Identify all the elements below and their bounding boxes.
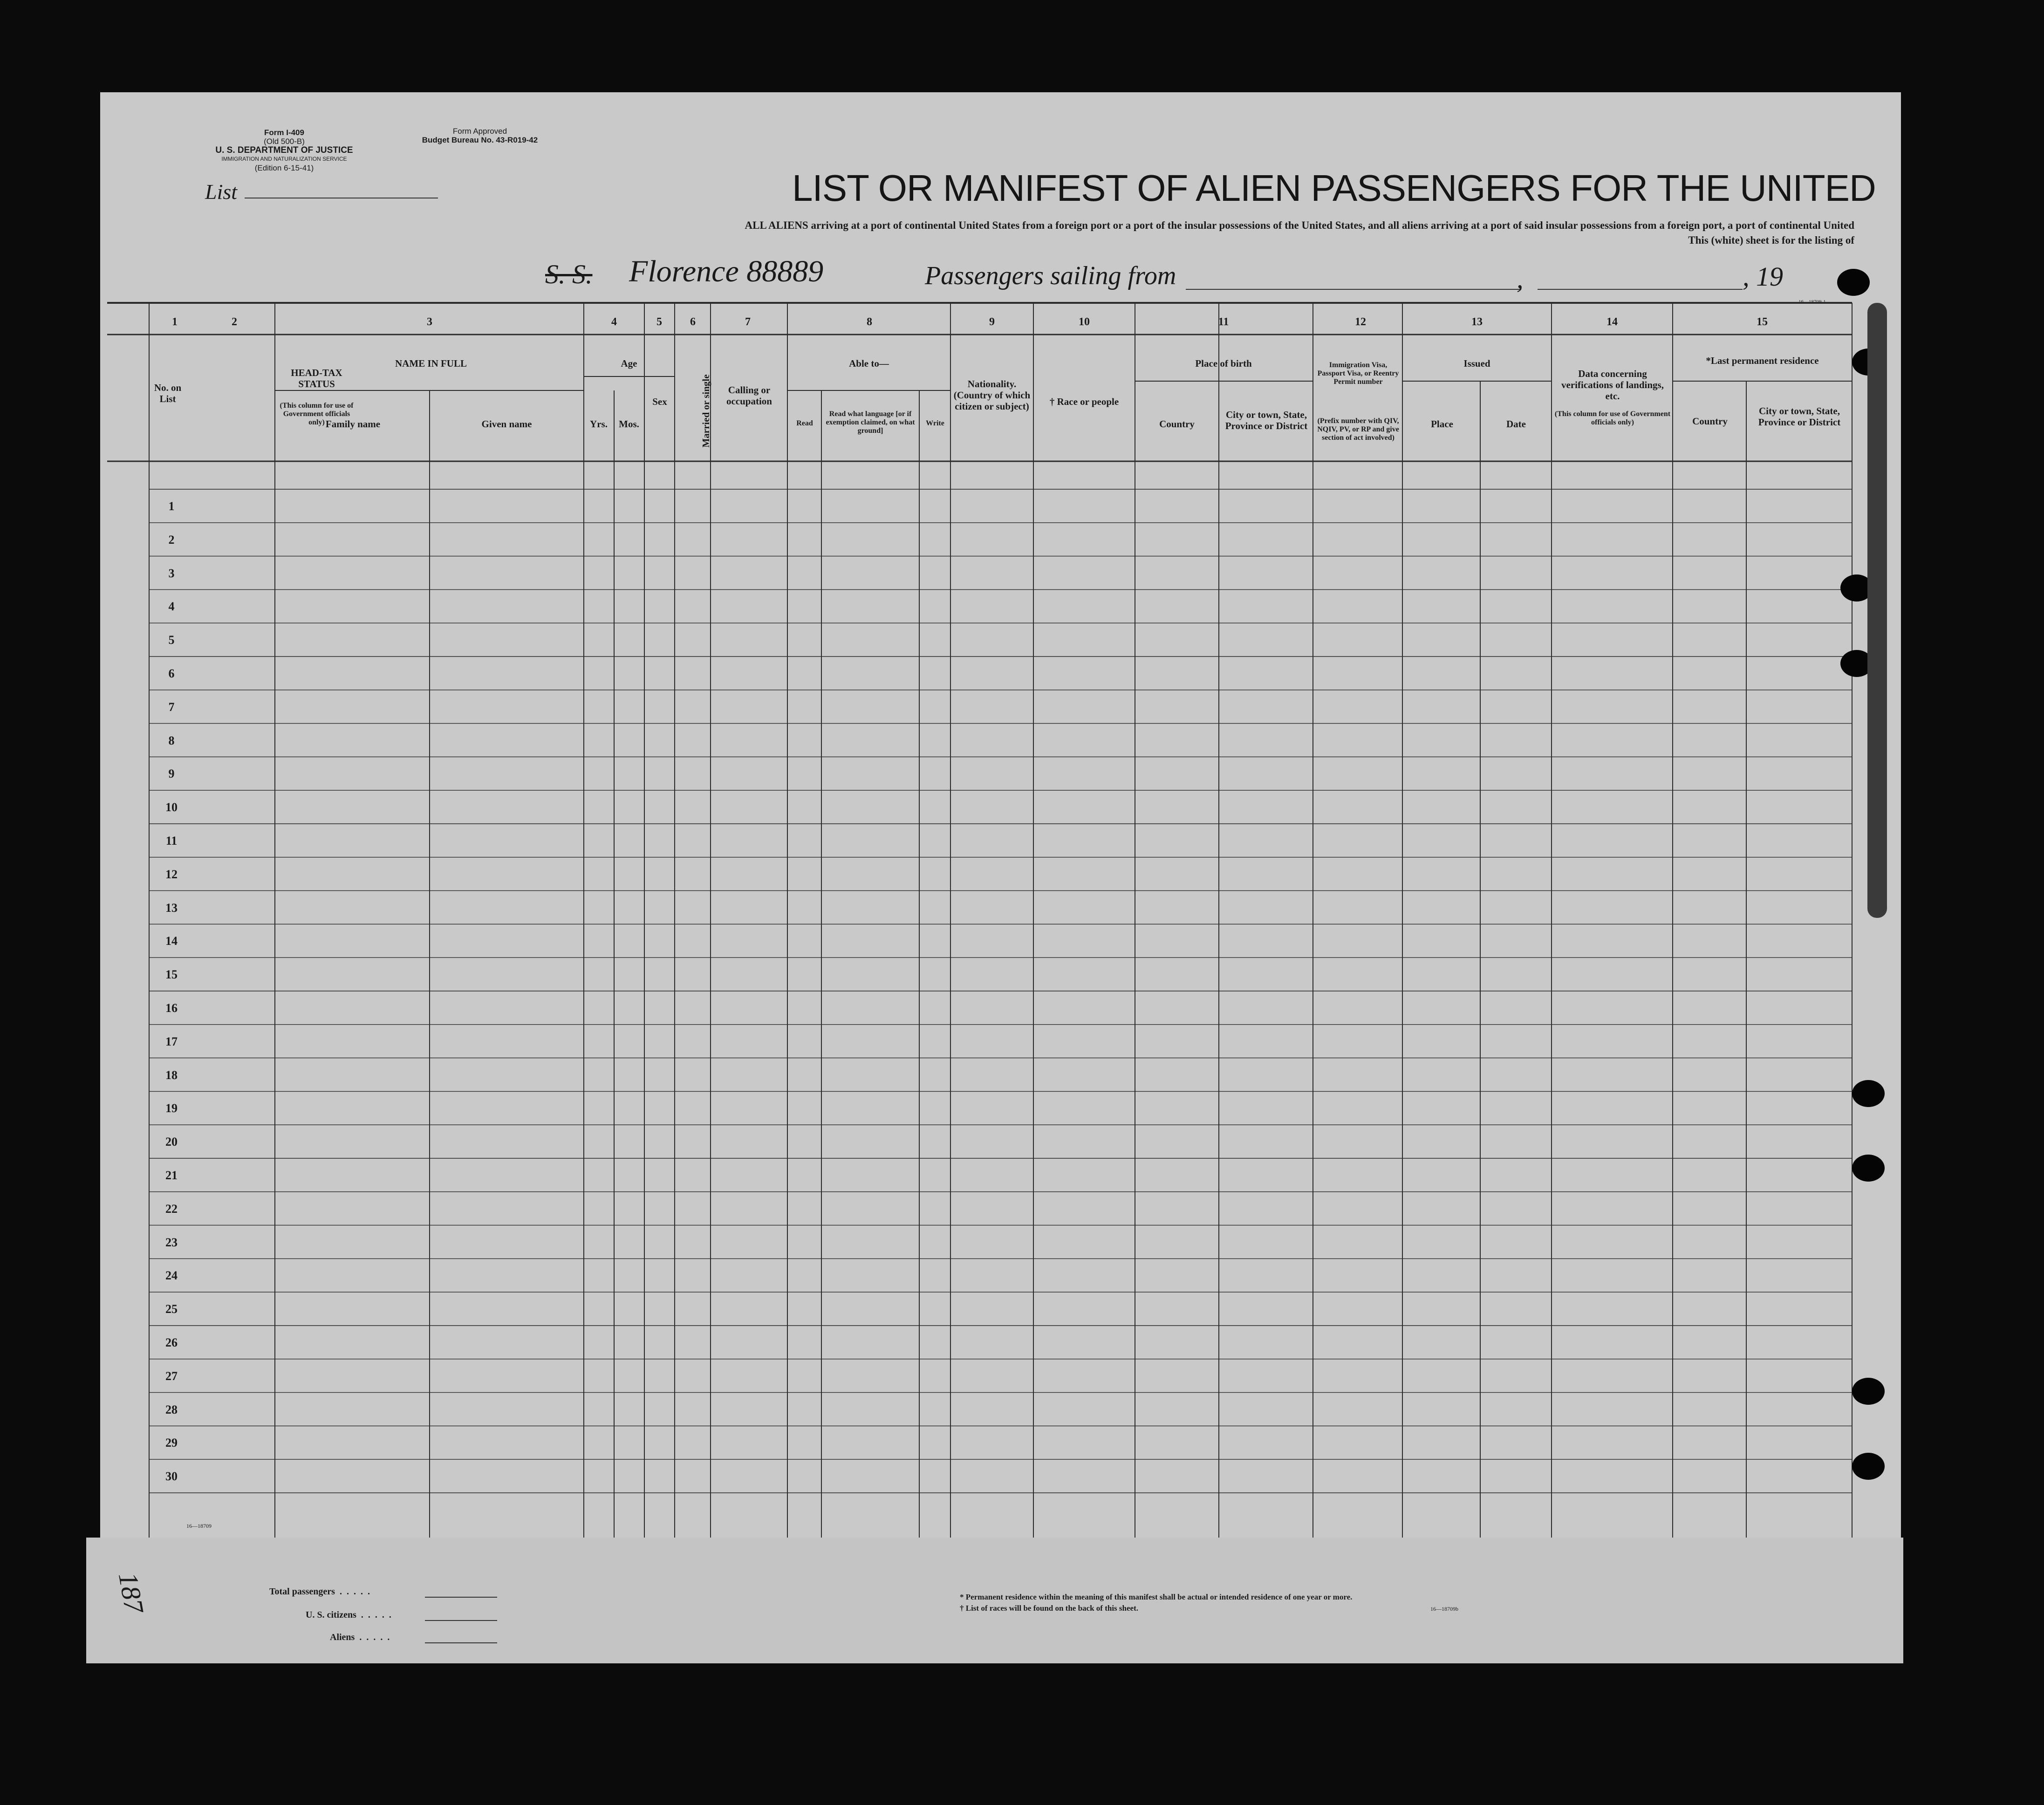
column-header: Date	[1506, 418, 1526, 430]
row-number: 22	[165, 1202, 178, 1216]
row-number: 24	[165, 1269, 178, 1283]
column-header: Country	[1692, 416, 1728, 427]
row-number: 23	[165, 1235, 178, 1249]
column-header: Given name	[481, 418, 532, 430]
row-number: 20	[165, 1135, 178, 1149]
top-right-code: 16—18709-1	[1798, 299, 1826, 305]
column-header: Married or single	[700, 374, 711, 448]
column-header: Sex	[652, 396, 667, 407]
row-number: 11	[165, 834, 178, 848]
column-number: 14	[1606, 316, 1618, 328]
column-header: Place	[1431, 418, 1453, 430]
row-number: 13	[165, 901, 178, 915]
column-header: Immigration Visa, Passport Visa, or Reentry Permit number	[1317, 361, 1399, 386]
binder-hole	[1852, 1080, 1885, 1107]
column-number: 7	[745, 316, 751, 328]
page-title: LIST OR MANIFEST OF ALIEN PASSENGERS FOR THE UNITED	[792, 167, 1876, 209]
year-prefix: , 19	[1743, 261, 1783, 292]
column-header: Read	[796, 419, 813, 427]
aliens-label: Aliens . . . . .	[330, 1632, 390, 1642]
bottom-table-code: 16—18709	[186, 1523, 212, 1529]
row-number: 1	[168, 499, 175, 513]
column-header: (This column for use of Government officials only)	[1554, 410, 1671, 426]
row-number: 30	[165, 1470, 178, 1484]
column-number: 8	[867, 316, 872, 328]
row-number: 2	[168, 533, 175, 547]
column-header: Able to—	[849, 358, 889, 369]
row-number: 3	[168, 566, 175, 580]
column-header: Write	[926, 419, 944, 427]
binder-hole	[1852, 1155, 1885, 1182]
page-number-handwritten: 187	[112, 1570, 150, 1615]
column-header: Place of birth	[1195, 358, 1252, 369]
row-number: 18	[165, 1068, 178, 1082]
column-header: Data concerning verifications of landings, etc.	[1561, 368, 1664, 402]
column-header: *Last permanent residence	[1706, 355, 1819, 366]
column-number: 10	[1079, 316, 1090, 328]
row-number: 10	[165, 800, 178, 814]
column-header: NAME IN FULL	[395, 358, 467, 369]
form-id: Form I-409	[264, 128, 304, 137]
total-passengers-line	[425, 1597, 497, 1598]
column-header: (Prefix number with QIV, NQIV, PV, or RP and give section of act involved)	[1317, 417, 1399, 442]
column-header: Read what language [or if exemption claimed, on what ground]	[826, 410, 915, 435]
column-header: (This column for use of Government officials only)	[280, 402, 354, 426]
column-number: 2	[232, 316, 237, 328]
ship-name-handwritten: Florence 88889	[629, 254, 824, 288]
edge-damage	[1867, 303, 1887, 918]
column-header: Country	[1159, 418, 1195, 430]
column-header: † Race or people	[1049, 396, 1119, 407]
row-number: 21	[165, 1169, 178, 1182]
row-number: 17	[165, 1034, 178, 1048]
passengers-sailing-from: Passengers sailing from	[925, 261, 1176, 290]
column-number: 6	[690, 316, 696, 328]
column-header: Mos.	[619, 418, 639, 430]
row-number: 28	[165, 1402, 178, 1416]
footer-code: 16—18709b	[1430, 1606, 1458, 1612]
year-19: 19	[1756, 261, 1783, 292]
column-header: Calling or occupation	[726, 384, 772, 407]
us-citizens-line	[425, 1620, 497, 1621]
row-number: 5	[168, 633, 175, 647]
aliens-line	[425, 1642, 497, 1643]
footnote-races: † List of races will be found on the back of this sheet.	[960, 1604, 1138, 1613]
column-number: 12	[1355, 316, 1366, 328]
form-old: (Old 500-B)	[264, 137, 305, 146]
row-number: 8	[168, 733, 175, 747]
column-header: HEAD-TAX STATUS	[291, 367, 342, 390]
total-passengers-label: Total passengers . . . . .	[269, 1586, 370, 1597]
service: IMMIGRATION AND NATURALIZATION SERVICE	[221, 156, 347, 162]
row-number: 27	[165, 1369, 178, 1383]
column-number: 9	[989, 316, 995, 328]
column-number: 13	[1471, 316, 1483, 328]
subtitle-line2: This (white) sheet is for the listing of	[1688, 234, 1854, 246]
column-header: Age	[621, 358, 637, 369]
binder-hole	[1852, 1378, 1885, 1405]
column-header: No. on List	[154, 382, 182, 404]
column-number: 11	[1218, 316, 1229, 328]
column-number: 4	[611, 316, 617, 328]
row-number: 12	[165, 867, 178, 881]
row-number: 16	[165, 1001, 178, 1015]
us-citizens-label: U. S. citizens . . . . .	[306, 1610, 391, 1620]
binder-hole	[1852, 1453, 1885, 1480]
row-number: 15	[165, 968, 178, 982]
column-number: 3	[427, 316, 432, 328]
row-number: 9	[168, 767, 175, 781]
column-number: 5	[656, 316, 662, 328]
comma-1: ,	[1517, 264, 1524, 294]
column-header: Family name	[325, 418, 381, 430]
row-number: 29	[165, 1436, 178, 1450]
footnote-residence: * Permanent residence within the meaning of this manifest shall be actual or intended residence of one year or more.	[960, 1593, 1353, 1601]
binder-hole	[1837, 269, 1870, 296]
row-number: 7	[168, 700, 175, 714]
column-number: 15	[1757, 316, 1768, 328]
row-number: 25	[165, 1302, 178, 1316]
column-number: 1	[172, 316, 178, 328]
column-header: Yrs.	[590, 418, 608, 430]
row-number: 26	[165, 1336, 178, 1349]
column-header: Issued	[1463, 358, 1490, 369]
form-approved: Form Approved	[452, 127, 507, 136]
column-header: City or town, State, Province or District	[1758, 405, 1841, 428]
subtitle-line1: ALL ALIENS arriving at a port of continental United States from a foreign port or a port of the insular possessions of the United States, and all aliens arriving at a port of said insular possessions from a foreign port, a port of continental United	[745, 219, 1854, 231]
row-number: 14	[165, 934, 178, 948]
budget-bureau: Budget Bureau No. 43-R019-42	[422, 136, 538, 144]
column-header: City or town, State, Province or District	[1225, 409, 1308, 431]
list-label: List	[205, 180, 238, 204]
row-number: 6	[168, 667, 175, 680]
edition: (Edition 6-15-41)	[254, 164, 314, 172]
ship-prefix: S. S.	[545, 259, 593, 289]
row-number: 4	[168, 600, 175, 614]
department: U. S. DEPARTMENT OF JUSTICE	[215, 145, 353, 155]
row-number: 19	[165, 1101, 178, 1115]
column-header: Nationality. (Country of which citizen or subject)	[953, 378, 1031, 412]
